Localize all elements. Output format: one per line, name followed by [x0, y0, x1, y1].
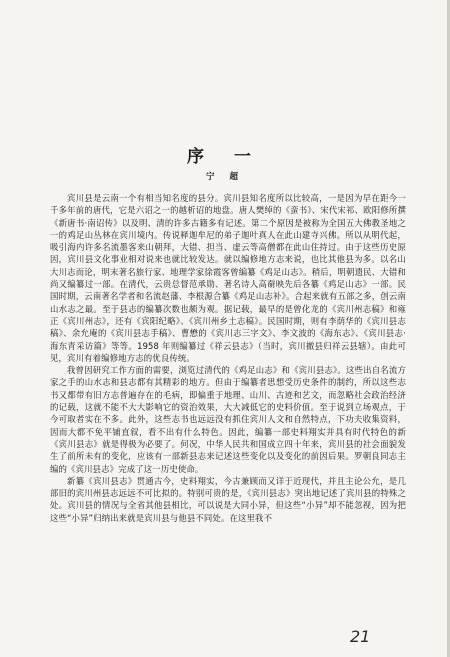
body-text: [50, 192, 406, 524]
paragraph-3: 新纂《宾川县志》贯通古今，史料翔实，今古兼顾而又详于近现代，并且主论公允，是几部旧的宾川州县志远远不可比拟的。特别可贵的是，《宾川县志》突出地记述了宾川县的特殊之处。宾川县的情况与全省其他县相比，可以说是大同小异，但这些“小异”却不能忽视，因为把这些“小异”归纳出来就是宾川县与他县不同处。在这里我不: [50, 475, 406, 523]
paragraph-1: 宾川县是云南一个有相当知名度的县分。宾川县知名度所以比较高，一是因为早在距今一千多年前的唐代，它是六诏之一的越析诏的地盘。唐人樊绰的《蛮书》、宋代宋祁、欧阳修所撰《新唐书·南诏传》以及明、清的许多古籍多有记述。第二个原因是被称为全国五大佛教圣地之一的鸡足山丛林在宾川境内。传说释迦牟尼的弟子迦叶真人在此山建寺兴佛。所以从明代起，吸引海内许多名流墨客来山朝拜，大错、担当、虚云等高僧都在此山住持过。由于这些历史原因，宾川县文化事业相对说来也就比较发达。就以编修地方志来说，也比其他县为多。以名山大川志而论，明末著名旅行家、地理学家徐霞客曾编纂《鸡足山志》。稍后，明朝遗民、大错和尚又编纂过一部。在清代，云贵总督范承勋、著名诗人高奣映先后各纂《鸡足山志》一部。民国时期，云南著名学者和名流赵藩、李根源合纂《鸡足山志补》。合起来就有五部之多，创云南山水志之最。至于县志的编纂次数也颇为观。据记载，最早的是曾化龙的《宾川州志稿》和雍正《宾川州志》，还有《宾阳纪略》、《宾川州乡土志稿》。民国时期，则有李荫华的《宾川县志稿》、余允庵的《宾川县志手稿》、曹懋的《宾川志三字文》、李文波的《海东志》、《宾川县志·海东青采访篇》等等。1958 年则编纂过《祥云县志》（当时，宾川撤县归祥云县辖）。由此可见，宾川有着编修地方志的优良传统。: [50, 193, 406, 363]
page-number: 21: [350, 627, 371, 646]
paragraph-2: 我曾因研究工作方面的需要，浏览过清代的《鸡足山志》和《宾川县志》。这些出自名流方家之手的山水志和县志都有其精彩的地方。但由于编纂者思想受历史条件的制约，所以这些志书又都带有旧方志普遍存在的毛病，即偏重于地理、山川、古迹和艺文，而忽略社会政治经济的记载，这就不能不大大影响它的资治效果，大大减低它的史料价值。至于说到立场观点，于今可取者实在不多。此外，这些志书也远远没有抓住宾川人文和自然特点，下功夫收集资料，因而大都不免平铺直叙，看不出有什么特色。因此，编纂一部史料翔实并具有时代特色的新《宾川县志》就是得极为必要了。何况，中华人民共和国成立四十年来，宾川县的社会面貌发生了前所未有的变化，应该有一部新县志来记述这些变化以及变化的前因后果。罗朝良同志主编的《宾川县志》完成了这一历史使命。: [50, 365, 406, 474]
page-title: 序 一: [187, 147, 263, 167]
author-name: 宁 超: [206, 172, 244, 182]
